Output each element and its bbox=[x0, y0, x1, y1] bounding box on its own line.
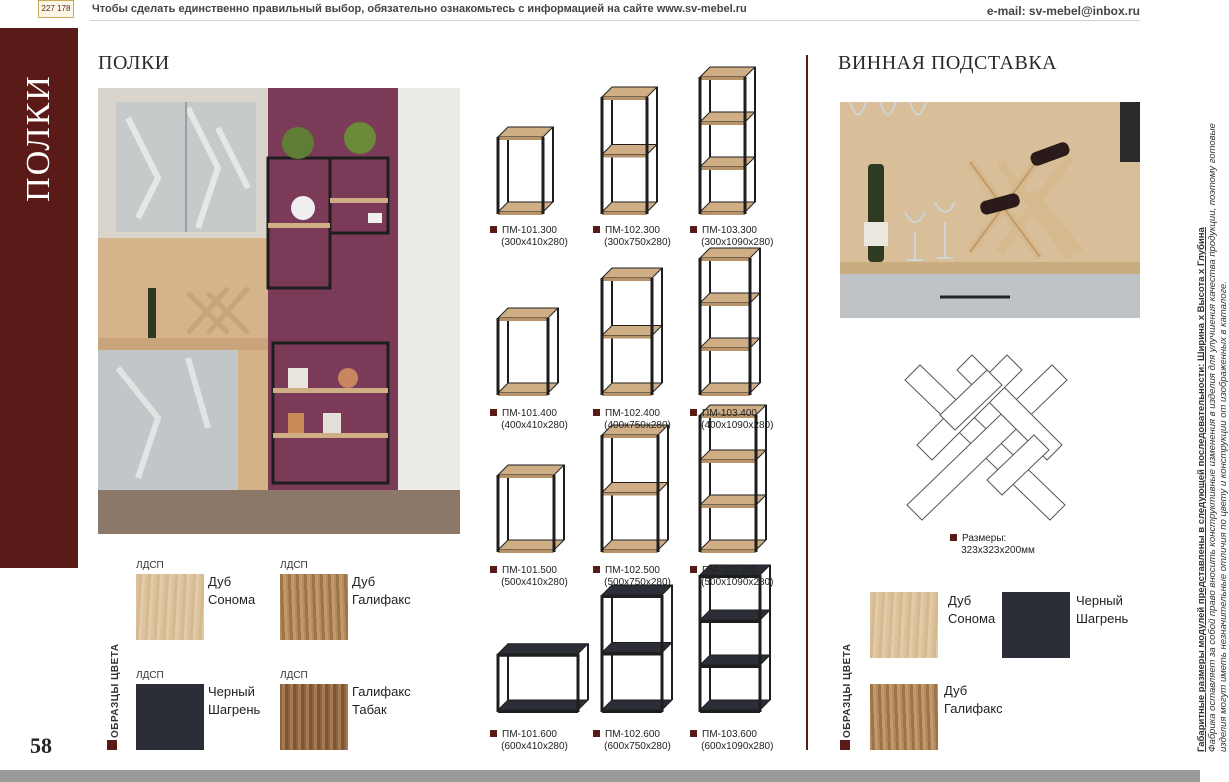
product-label: ПМ-101.500 (500х410х280) bbox=[490, 565, 568, 589]
shelf-unit-drawing bbox=[602, 425, 668, 553]
product-label: ПМ-102.300 (300х750х280) bbox=[593, 225, 671, 249]
swatch-black-shagreen[interactable] bbox=[136, 684, 204, 750]
swatch-material: ЛДСП bbox=[136, 560, 164, 571]
product-label: ПМ-101.600 (600х410х280) bbox=[490, 729, 568, 753]
swatches-marker bbox=[107, 740, 117, 750]
swatch-name: Черный Шагрень bbox=[208, 684, 261, 717]
product-label: ПМ-101.300 (300х410х280) bbox=[490, 225, 568, 249]
product-label: ПМ-102.500 (500х750х280) bbox=[593, 565, 671, 589]
bottom-band bbox=[0, 770, 1200, 782]
shelf-unit-drawing bbox=[700, 248, 760, 396]
shelf-unit-drawing bbox=[602, 585, 672, 713]
header-rule bbox=[90, 20, 1140, 21]
site-notice: Чтобы сделать единственно правильный выбор, обязательно ознакомьтесь с информацией на сайте www.sv-mebel.ru bbox=[92, 3, 747, 15]
wine-swatch-black-shagreen[interactable] bbox=[1002, 592, 1070, 658]
wine-swatches-marker bbox=[840, 740, 850, 750]
page-number: 58 bbox=[30, 733, 52, 758]
section-sidebar bbox=[0, 28, 78, 568]
swatch-name: Дуб Сонома bbox=[948, 593, 996, 626]
swatch-name: Дуб Галифакс bbox=[944, 683, 1003, 716]
shelf-unit-drawing bbox=[700, 67, 755, 215]
sidebar-title: ПОЛКИ bbox=[20, 74, 57, 202]
product-label: ПМ-102.600 (600х750х280) bbox=[593, 729, 671, 753]
wine-rack-photo bbox=[840, 102, 1140, 318]
wine-rack-title: ВИННАЯ ПОДСТАВКА bbox=[838, 52, 1058, 74]
wine-swatches-heading: ОБРАЗЦЫ ЦВЕТА bbox=[842, 643, 853, 738]
section-divider bbox=[806, 55, 808, 750]
brand-logo: 227 178 bbox=[38, 0, 74, 18]
shelves-title: ПОЛКИ bbox=[98, 52, 170, 74]
contact-email[interactable]: e-mail: sv-mebel@inbox.ru bbox=[986, 4, 1140, 18]
product-label: ПМ-103.600 (600х1090х280) bbox=[690, 729, 773, 753]
swatch-name: Галифакс Табак bbox=[352, 684, 411, 717]
swatch-name: Черный Шагрень bbox=[1076, 593, 1129, 626]
product-label: ПМ-103.300 (300х1090х280) bbox=[690, 225, 773, 249]
product-label: ПМ-103.500 (500х1090х280) bbox=[690, 565, 773, 589]
shelf-unit-drawing bbox=[602, 268, 662, 396]
wine-swatch-oak-halifax[interactable] bbox=[870, 684, 938, 750]
swatch-material: ЛДСП bbox=[280, 560, 308, 571]
dimensions-note: Габаритные размеры модулей представлены в следующей последовательности: Ширина х Высота х Глубина Фабрика оставляет за собой право вносить конструктивные изменения в изделия для улучшения качества продукции, поэтому готовые изделия могут иметь незначительные отличия по цвету и конструкции от изображенных в каталоге. bbox=[1196, 123, 1229, 752]
shelf-unit-drawing bbox=[498, 308, 558, 396]
shelf-unit-drawing bbox=[498, 644, 588, 713]
swatch-oak-halifax[interactable] bbox=[280, 574, 348, 640]
product-label: ПМ-103.400 (400х1090х280) bbox=[690, 408, 773, 432]
swatch-halifax-tabak[interactable] bbox=[280, 684, 348, 750]
product-label: ПМ-102.400 (400х750х280) bbox=[593, 408, 671, 432]
swatches-heading: ОБРАЗЦЫ ЦВЕТА bbox=[110, 643, 121, 738]
top-bar bbox=[0, 0, 1200, 22]
kitchen-interior-photo bbox=[98, 88, 460, 534]
wine-rack-dimensions: Размеры: 323х323х200мм bbox=[950, 533, 1035, 557]
swatch-material: ЛДСП bbox=[136, 670, 164, 681]
swatch-name: Дуб Галифакс bbox=[352, 574, 411, 607]
wine-swatch-oak-sonoma[interactable] bbox=[870, 592, 938, 658]
swatch-material: ЛДСП bbox=[280, 670, 308, 681]
wine-rack-drawing bbox=[902, 355, 1072, 525]
product-label: ПМ-101.400 (400х410х280) bbox=[490, 408, 568, 432]
shelf-unit-drawing bbox=[498, 127, 553, 215]
shelf-unit-drawing bbox=[498, 465, 564, 553]
swatch-name: Дуб Сонома bbox=[208, 574, 256, 607]
shelf-unit-drawing bbox=[602, 87, 657, 215]
swatch-oak-sonoma[interactable] bbox=[136, 574, 204, 640]
